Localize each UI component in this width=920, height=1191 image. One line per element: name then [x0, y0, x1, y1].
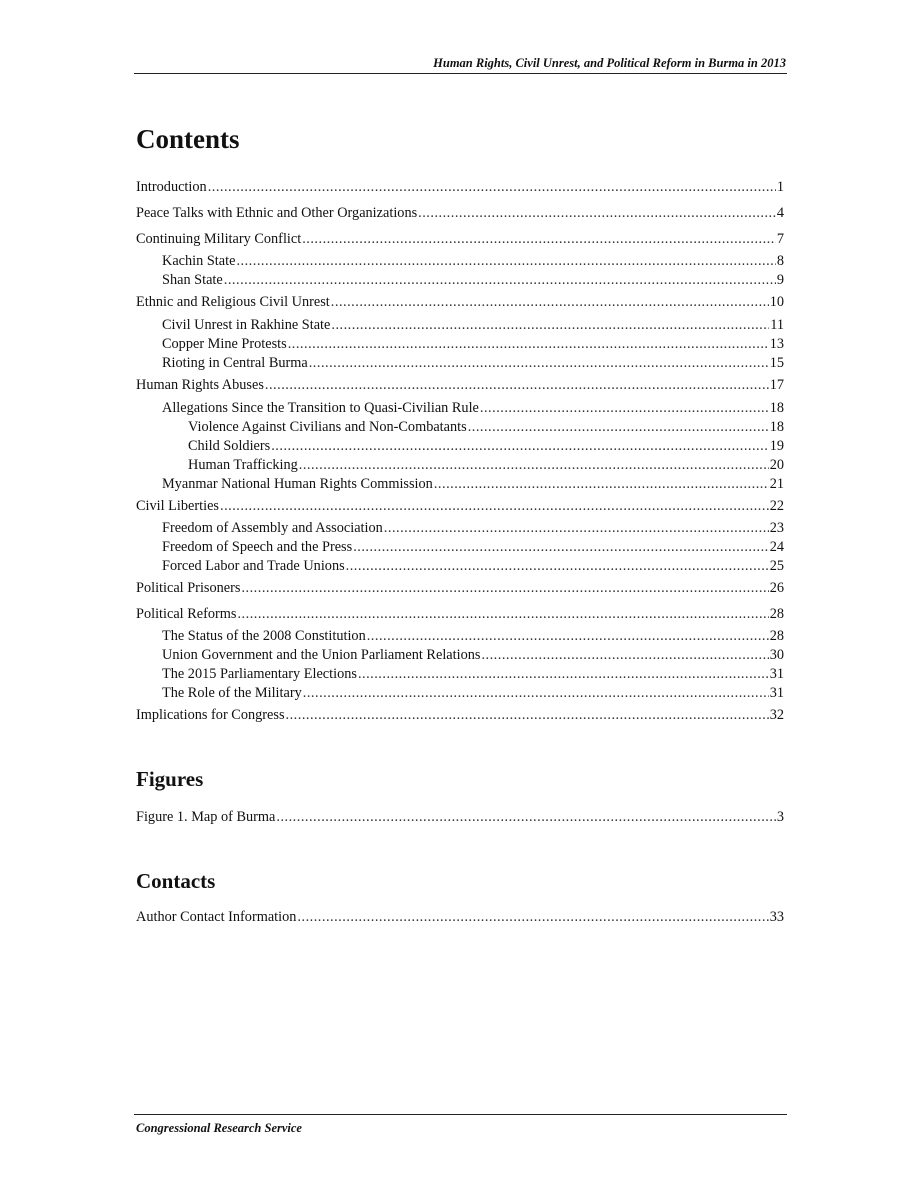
toc-entry-page: 8	[776, 253, 784, 269]
toc-entry-label: Freedom of Assembly and Association	[162, 520, 383, 536]
toc-entry[interactable]	[136, 497, 784, 515]
dot-leader	[299, 456, 769, 474]
toc-entry-page: 28	[769, 628, 784, 644]
dot-leader	[271, 437, 768, 455]
toc-entry-label: Freedom of Speech and the Press	[162, 539, 353, 555]
dot-leader	[331, 316, 769, 334]
toc-entry[interactable]	[136, 399, 784, 417]
toc-entry-page: 32	[769, 707, 784, 723]
toc-entry[interactable]	[136, 538, 784, 556]
toc-entry-label: Civil Liberties	[136, 498, 219, 514]
dot-leader	[434, 475, 769, 493]
toc-entry-page: 7	[776, 231, 784, 247]
dot-leader	[237, 605, 768, 623]
toc-entry-label: Shan State	[162, 272, 223, 288]
toc-entry-label: Civil Unrest in Rakhine State	[162, 317, 331, 333]
toc-entry-page: 31	[769, 685, 784, 701]
dot-leader	[384, 519, 769, 537]
figure-entry-page: 3	[776, 809, 784, 825]
toc-entry[interactable]	[136, 376, 784, 394]
toc-entry-label: Myanmar National Human Rights Commission	[162, 476, 433, 492]
toc-entry[interactable]	[136, 605, 784, 623]
toc-entry-label: Ethnic and Religious Civil Unrest	[136, 294, 330, 310]
toc-entry-page: 20	[769, 457, 784, 473]
toc-entry[interactable]	[136, 354, 784, 372]
dot-leader	[208, 178, 776, 196]
toc-entry-label: Political Prisoners	[136, 580, 241, 596]
toc-entry-page: 31	[769, 666, 784, 682]
figure-entry[interactable]	[136, 808, 784, 826]
toc-entry[interactable]	[136, 230, 784, 248]
toc-entry[interactable]	[136, 418, 784, 436]
dot-leader	[358, 665, 769, 683]
toc-entry-label: Union Government and the Union Parliament Relations	[162, 647, 481, 663]
dot-leader	[367, 627, 769, 645]
toc-entry-page: 15	[769, 355, 784, 371]
dot-leader	[303, 684, 769, 702]
toc-entry[interactable]	[136, 519, 784, 537]
dot-leader	[302, 230, 776, 248]
toc-entry-page: 23	[769, 520, 784, 536]
toc-entry-label: Human Trafficking	[188, 457, 298, 473]
toc-entry[interactable]	[136, 316, 784, 334]
toc-entry[interactable]	[136, 627, 784, 645]
figures-title: Figures	[136, 767, 204, 791]
toc-entry-page: 30	[769, 647, 784, 663]
dot-leader	[468, 418, 769, 436]
toc-entry-label: Child Soldiers	[188, 438, 271, 454]
toc-entry-label: Allegations Since the Transition to Quasi-Civilian Rule	[162, 400, 479, 416]
toc-entry-page: 10	[769, 294, 784, 310]
contents-title: Contents	[136, 124, 240, 154]
dot-leader	[220, 497, 769, 515]
toc-entry[interactable]	[136, 178, 784, 196]
dot-leader	[331, 293, 769, 311]
toc-entry[interactable]	[136, 271, 784, 289]
dot-leader	[276, 808, 775, 826]
dot-leader	[286, 706, 769, 724]
toc-entry[interactable]	[136, 646, 784, 664]
toc-entry-label: Continuing Military Conflict	[136, 231, 302, 247]
toc-entry-page: 25	[769, 558, 784, 574]
header-rule	[134, 73, 787, 74]
contacts-title: Contacts	[136, 869, 216, 893]
toc-entry[interactable]	[136, 579, 784, 597]
dot-leader	[265, 376, 769, 394]
dot-leader	[224, 271, 776, 289]
toc-entry-label: The Status of the 2008 Constitution	[162, 628, 366, 644]
toc-entry-label: Kachin State	[162, 253, 236, 269]
toc-entry-label: Violence Against Civilians and Non-Combatants	[188, 419, 467, 435]
toc-entry-label: Political Reforms	[136, 606, 237, 622]
footer-rule	[134, 1114, 787, 1115]
toc-entry-page: 11	[770, 317, 784, 333]
toc-entry-page: 1	[776, 179, 784, 195]
dot-leader	[297, 908, 768, 926]
toc-entry[interactable]	[136, 437, 784, 455]
toc-entry[interactable]	[136, 684, 784, 702]
toc-entry-page: 17	[769, 377, 784, 393]
running-footer: Congressional Research Service	[136, 1121, 302, 1135]
contact-entry-label: Author Contact Information	[136, 909, 297, 925]
toc-entry-page: 18	[769, 419, 784, 435]
toc-entry-page: 22	[769, 498, 784, 514]
dot-leader	[288, 335, 769, 353]
dot-leader	[480, 399, 769, 417]
toc-entry[interactable]	[136, 293, 784, 311]
dot-leader	[418, 204, 776, 222]
dot-leader	[481, 646, 768, 664]
toc-entry[interactable]	[136, 665, 784, 683]
toc-entry-label: Forced Labor and Trade Unions	[162, 558, 345, 574]
dot-leader	[353, 538, 769, 556]
toc-entry-label: Human Rights Abuses	[136, 377, 264, 393]
toc-entry-label: Copper Mine Protests	[162, 336, 287, 352]
toc-entry-page: 18	[769, 400, 784, 416]
toc-entry-page: 26	[769, 580, 784, 596]
toc-entry-page: 21	[769, 476, 784, 492]
toc-entry-page: 28	[769, 606, 784, 622]
toc-entry[interactable]	[136, 557, 784, 575]
toc-entry[interactable]	[136, 475, 784, 493]
toc-entry-label: Implications for Congress	[136, 707, 285, 723]
dot-leader	[236, 252, 775, 270]
toc-entry-page: 13	[769, 336, 784, 352]
toc-entry-page: 19	[769, 438, 784, 454]
toc-entry-label: Peace Talks with Ethnic and Other Organizations	[136, 205, 418, 221]
contact-entry-page: 33	[769, 909, 784, 925]
toc-entry-page: 4	[776, 205, 784, 221]
figure-entry-label: Figure 1. Map of Burma	[136, 809, 276, 825]
toc-entry[interactable]	[136, 706, 784, 724]
toc-entry-page: 9	[776, 272, 784, 288]
toc-entry[interactable]	[136, 252, 784, 270]
toc-entry-label: The Role of the Military	[162, 685, 302, 701]
contact-entry[interactable]	[136, 908, 784, 926]
toc-entry[interactable]	[136, 456, 784, 474]
toc-entry-page: 24	[769, 539, 784, 555]
dot-leader	[241, 579, 768, 597]
toc-entry[interactable]	[136, 204, 784, 222]
toc-entry-label: Rioting in Central Burma	[162, 355, 308, 371]
dot-leader	[309, 354, 769, 372]
dot-leader	[346, 557, 769, 575]
toc-entry-label: Introduction	[136, 179, 207, 195]
toc-entry[interactable]	[136, 335, 784, 353]
toc-entry-label: The 2015 Parliamentary Elections	[162, 666, 357, 682]
running-header: Human Rights, Civil Unrest, and Political Reform in Burma in 2013	[433, 56, 786, 70]
